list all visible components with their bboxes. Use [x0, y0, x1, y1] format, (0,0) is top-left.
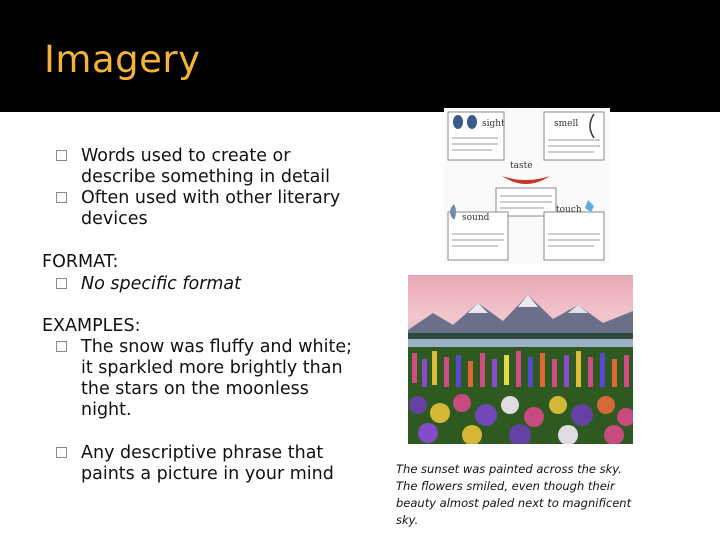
bullet-box-icon: [56, 341, 67, 352]
svg-text:sound: sound: [462, 213, 490, 223]
example-text: The snow was fluffy and white; it sparkled more brightly than the stars on the moonless night.: [81, 337, 352, 420]
svg-text:sight: sight: [482, 119, 505, 129]
landscape-photo: [408, 275, 633, 444]
svg-text:touch: touch: [556, 205, 582, 215]
senses-diagram-image: [444, 108, 610, 264]
slide-title: Imagery: [44, 38, 201, 81]
bullet-box-icon: [56, 447, 67, 458]
title-bar: [0, 0, 720, 112]
bullet-text: Words used to create or describe something in detail: [81, 146, 331, 187]
bullet-box-icon: [56, 278, 67, 289]
svg-text:smell: smell: [554, 119, 579, 129]
bullet-text: Often used with other literary devices: [81, 188, 341, 229]
landscape-photo-svg: [408, 275, 633, 444]
example-item-1: [56, 337, 356, 421]
format-heading: FORMAT:: [42, 252, 119, 272]
examples-heading: EXAMPLES:: [42, 316, 141, 336]
eye-icon: [467, 115, 477, 129]
format-item: [56, 274, 356, 295]
mouth-icon: [502, 176, 550, 184]
example-item-2: [56, 443, 356, 485]
format-text: No specific format: [81, 274, 242, 294]
hand-icon: [585, 200, 594, 212]
svg-text:taste: taste: [510, 161, 533, 171]
bullet-box-icon: [56, 192, 67, 203]
example-text: Any descriptive phrase that paints a picture in your mind: [81, 443, 334, 484]
photo-caption: The sunset was painted across the sky. The flowers smiled, even though their beauty almost paled next to magnificent sky.: [396, 462, 632, 527]
bullet-item-1: [56, 146, 356, 188]
eye-icon: [453, 115, 463, 129]
senses-diagram-svg: [444, 108, 610, 264]
bullet-box-icon: [56, 150, 67, 161]
bullet-item-2: [56, 188, 356, 230]
